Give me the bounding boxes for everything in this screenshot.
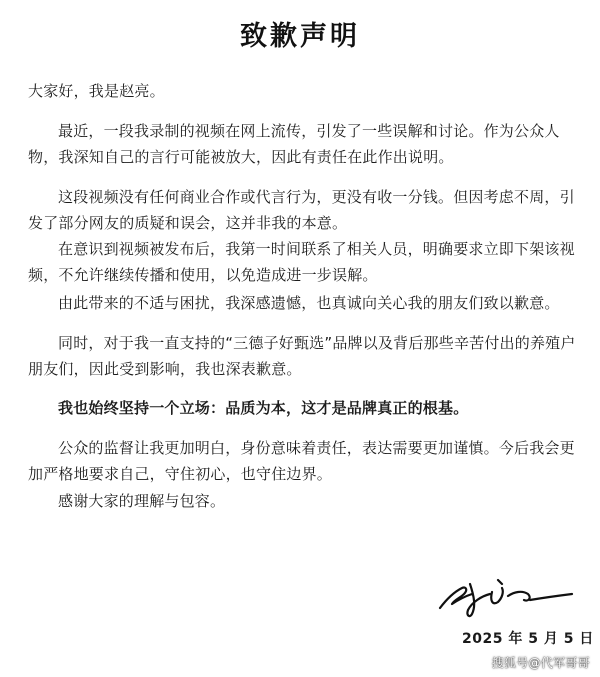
paragraph-3: 在意识到视频被发布后，我第一时间联系了相关人员，明确要求立即下架该视频，不允许继续传播和使用，以免造成进一步误解。 <box>28 240 575 284</box>
paragraph-stance <box>28 395 576 421</box>
paragraph-5: 同时，对于我一直支持的“三德子好甄选”品牌以及背后那些辛苦付出的养殖户朋友们，因此受到影响，我也深表歉意。 <box>28 334 576 378</box>
paragraph-2: 这段视频没有任何商业合作或代言行为，更没有收一分钱。但因考虑不周，引发了部分网友的质疑和误会，这并非我的本意。 <box>28 188 575 232</box>
stance-intro: 我也始终坚持一个立场： <box>58 399 226 417</box>
greeting-paragraph: 大家好，我是赵亮。 <box>28 82 165 100</box>
source-watermark: 搜狐号@代军哥哥 <box>491 656 590 670</box>
paragraph-4: 由此带来的不适与困扰，我深感遗憾，也真诚向关心我的朋友们致以歉意。 <box>58 294 560 312</box>
stance-core: 品质为本，这才是品牌真正的根基。 <box>225 399 469 417</box>
page-title: 致歉声明 <box>240 21 360 52</box>
signature-image <box>432 570 582 620</box>
statement-date: 2025 年 5 月 5 日 <box>462 631 594 647</box>
closing-paragraph: 感谢大家的理解与包容。 <box>58 492 226 510</box>
paragraph-7: 公众的监督让我更加明白，身份意味着责任，表达需要更加谨慎。今后我会更加严格地要求自己，守住初心，也守住边界。 <box>28 439 575 483</box>
paragraph-1: 最近，一段我录制的视频在网上流传，引发了一些误解和讨论。作为公众人物，我深知自己的言行可能被放大，因此有责任在此作出说明。 <box>28 122 560 166</box>
